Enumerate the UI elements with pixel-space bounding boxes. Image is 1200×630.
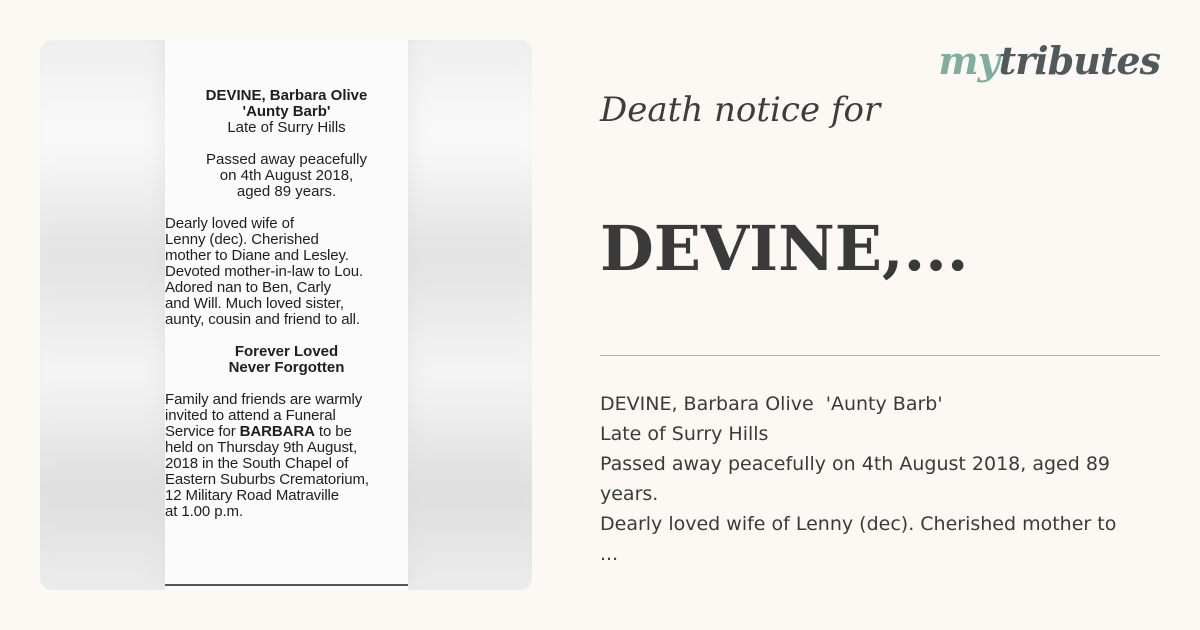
notice-image [40,40,532,590]
mytributes-logo: mytributes [938,38,1160,83]
notice-tribute-line: Devoted mother-in-law to Lou. [165,263,364,280]
notice-tribute-line: mother to Diane and Lesley. [165,247,349,264]
notice-passed-line: Passed away peacefully [206,151,367,168]
notice-funeral-line: held on Thursday 9th August, [165,439,358,456]
notice-funeral-name: BARBARA [239,423,315,440]
excerpt-line: Late of Surry Hills [600,423,769,445]
notice-tribute-line: Lenny (dec). Cherished [165,231,319,248]
notice-nickname: 'Aunty Barb' [242,103,331,120]
notice-funeral-line: at 1.00 p.m. [165,503,244,520]
notice-funeral-line: invited to attend a Funeral [165,407,336,424]
notice-funeral-line: Service for BARBARA to be [165,423,352,440]
divider [600,355,1160,356]
notice-bottom-rule [165,584,408,586]
notice-motto: Never Forgotten [228,359,345,376]
notice-late-of: Late of Surry Hills [227,119,346,136]
excerpt-line: ... [600,543,619,565]
notice-tribute-line: aunty, cousin and friend to all. [165,311,360,328]
notice-funeral-line: 2018 in the South Chapel of [165,455,349,472]
notice-name: DEVINE, Barbara Olive [205,87,368,104]
notice-funeral-line: 12 Military Road Matraville [165,487,340,504]
notice-passed-line: on 4th August 2018, [219,167,354,184]
excerpt-line: Passed away peacefully on 4th August 2018, aged 89 years. [600,453,1117,505]
excerpt-line: DEVINE, Barbara Olive 'Aunty Barb' [600,393,943,415]
notice-paper [165,40,408,590]
page-subtitle: Death notice for [600,90,881,130]
excerpt-line: Dearly loved wife of Lenny (dec). Cherished mother to [600,513,1117,535]
page-title: DEVINE,... [600,212,969,285]
notice-funeral-line: Family and friends are warmly [165,391,363,408]
notice-tribute-line: Adored nan to Ben, Carly [165,279,332,296]
notice-passed-line: aged 89 years. [236,183,337,200]
notice-tribute-line: Dearly loved wife of [165,215,294,232]
notice-motto: Forever Loved [234,343,339,360]
notice-excerpt [600,389,1160,569]
notice-tribute-line: and Will. Much loved sister, [165,295,344,312]
notice-funeral-line: Eastern Suburbs Crematorium, [165,471,369,488]
